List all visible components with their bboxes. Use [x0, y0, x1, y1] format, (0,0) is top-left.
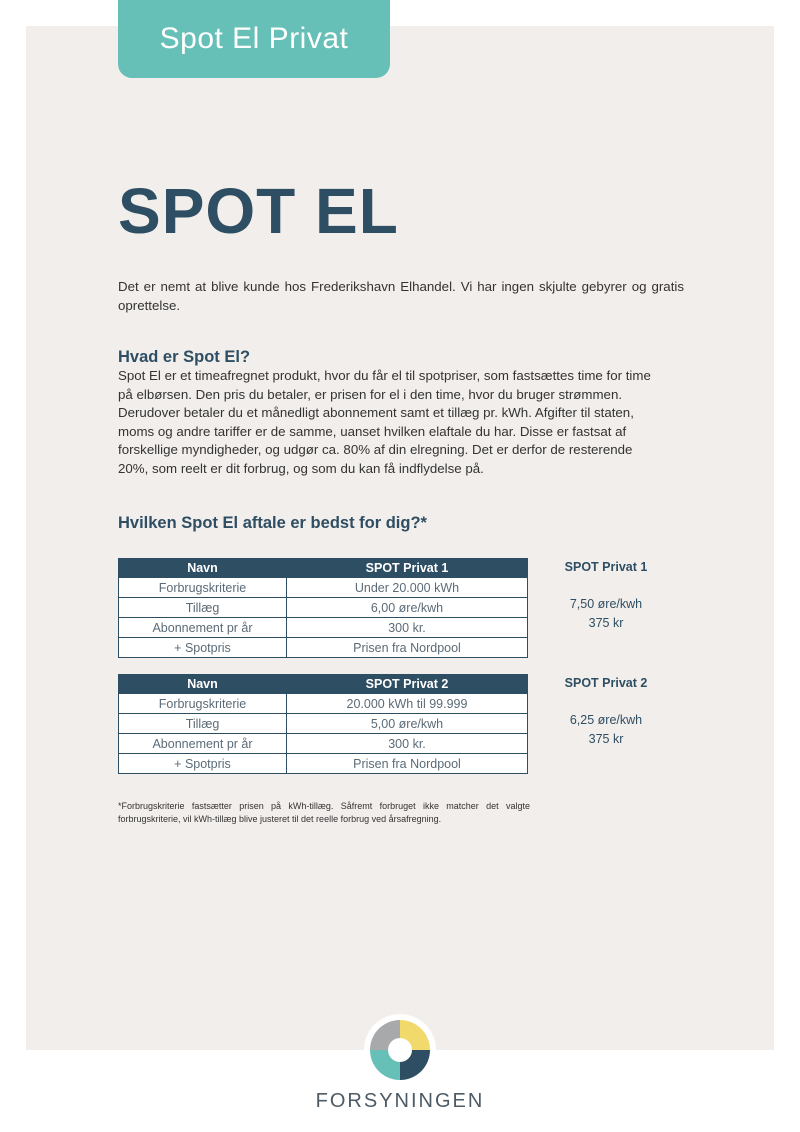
intro-text: Det er nemt at blive kunde hos Frederikshavn Elhandel. Vi har ingen skjulte gebyrer og gratis oprettelse. [118, 279, 684, 313]
table-header-cell: Navn [119, 559, 287, 578]
side-summary-price-year: 375 kr [588, 616, 624, 630]
table-cell: Forbrugskriterie [119, 578, 287, 598]
price-table-privat-2 [118, 674, 528, 774]
side-summary-privat-1 [546, 560, 666, 630]
table-cell: Prisen fra Nordpool [287, 754, 528, 774]
side-summary-privat-2 [546, 676, 666, 746]
table-header-cell: SPOT Privat 1 [287, 559, 528, 578]
table-cell: 300 kr. [287, 618, 528, 638]
brand-name: FORSYNINGEN [315, 1090, 485, 1112]
table-cell: Abonnement pr år [119, 734, 287, 754]
table-header-row [119, 559, 528, 578]
table-header-cell: SPOT Privat 2 [287, 675, 528, 694]
forsyningen-logo-icon [364, 1014, 436, 1086]
table-cell: 300 kr. [287, 734, 528, 754]
table-cell: + Spotpris [119, 754, 287, 774]
table-cell: + Spotpris [119, 638, 287, 658]
section-body-what: Spot El er et timeafregnet produkt, hvor du får el til spotpriser, som fastsættes time for time på elbørsen. Den pris du betaler, er prisen for el i den time, hvor du bruger strømmen. Derudover betaler du et månedligt abonnement samt et tillæg pr. kWh. Afgifter til staten, moms og andre tariffer er de samme, uanset hvilken elaftale du har. Disse er fastsat af forskellige myndigheder, og udgør ca. 80% af din elregning. Det er derfor de resterende 20%, som reelt er dit forbrug, og som du kan få indflydelse på. [118, 368, 651, 476]
table-row [119, 578, 528, 598]
table-cell: Forbrugskriterie [119, 694, 287, 714]
table-row [119, 618, 528, 638]
table-header-cell: Navn [119, 675, 287, 694]
price-table-privat-1 [118, 558, 528, 658]
table-row [119, 714, 528, 734]
footnote: *Forbrugskriterie fastsætter prisen på kWh-tillæg. Såfremt forbruget ikke matcher det valgte forbrugskriterie, vil kWh-tillæg blive justeret til det reelle forbrug ved årsafregning. [118, 801, 530, 824]
section-heading-what: Hvad er Spot El? [118, 348, 251, 366]
table-row [119, 598, 528, 618]
product-tab: Spot El Privat [118, 0, 390, 78]
table-cell: 20.000 kWh til 99.999 [287, 694, 528, 714]
table-cell: 6,00 øre/kwh [287, 598, 528, 618]
table-cell: Under 20.000 kWh [287, 578, 528, 598]
side-summary-price-kwh: 7,50 øre/kwh [569, 597, 643, 611]
table-row [119, 638, 528, 658]
table-cell: Abonnement pr år [119, 618, 287, 638]
table-cell: Tillæg [119, 598, 287, 618]
table-cell: Tillæg [119, 714, 287, 734]
table-header-row [119, 675, 528, 694]
page-title: SPOT EL [118, 175, 399, 247]
table-row [119, 754, 528, 774]
table-cell: 5,00 øre/kwh [287, 714, 528, 734]
side-summary-label: SPOT Privat 2 [564, 676, 648, 690]
side-summary-price-year: 375 kr [588, 732, 624, 746]
side-summary-price-kwh: 6,25 øre/kwh [569, 713, 643, 727]
side-summary-label: SPOT Privat 1 [564, 560, 648, 574]
table-row [119, 694, 528, 714]
table-row [119, 734, 528, 754]
table-cell: Prisen fra Nordpool [287, 638, 528, 658]
section-heading-which: Hvilken Spot El aftale er bedst for dig?* [118, 514, 427, 532]
